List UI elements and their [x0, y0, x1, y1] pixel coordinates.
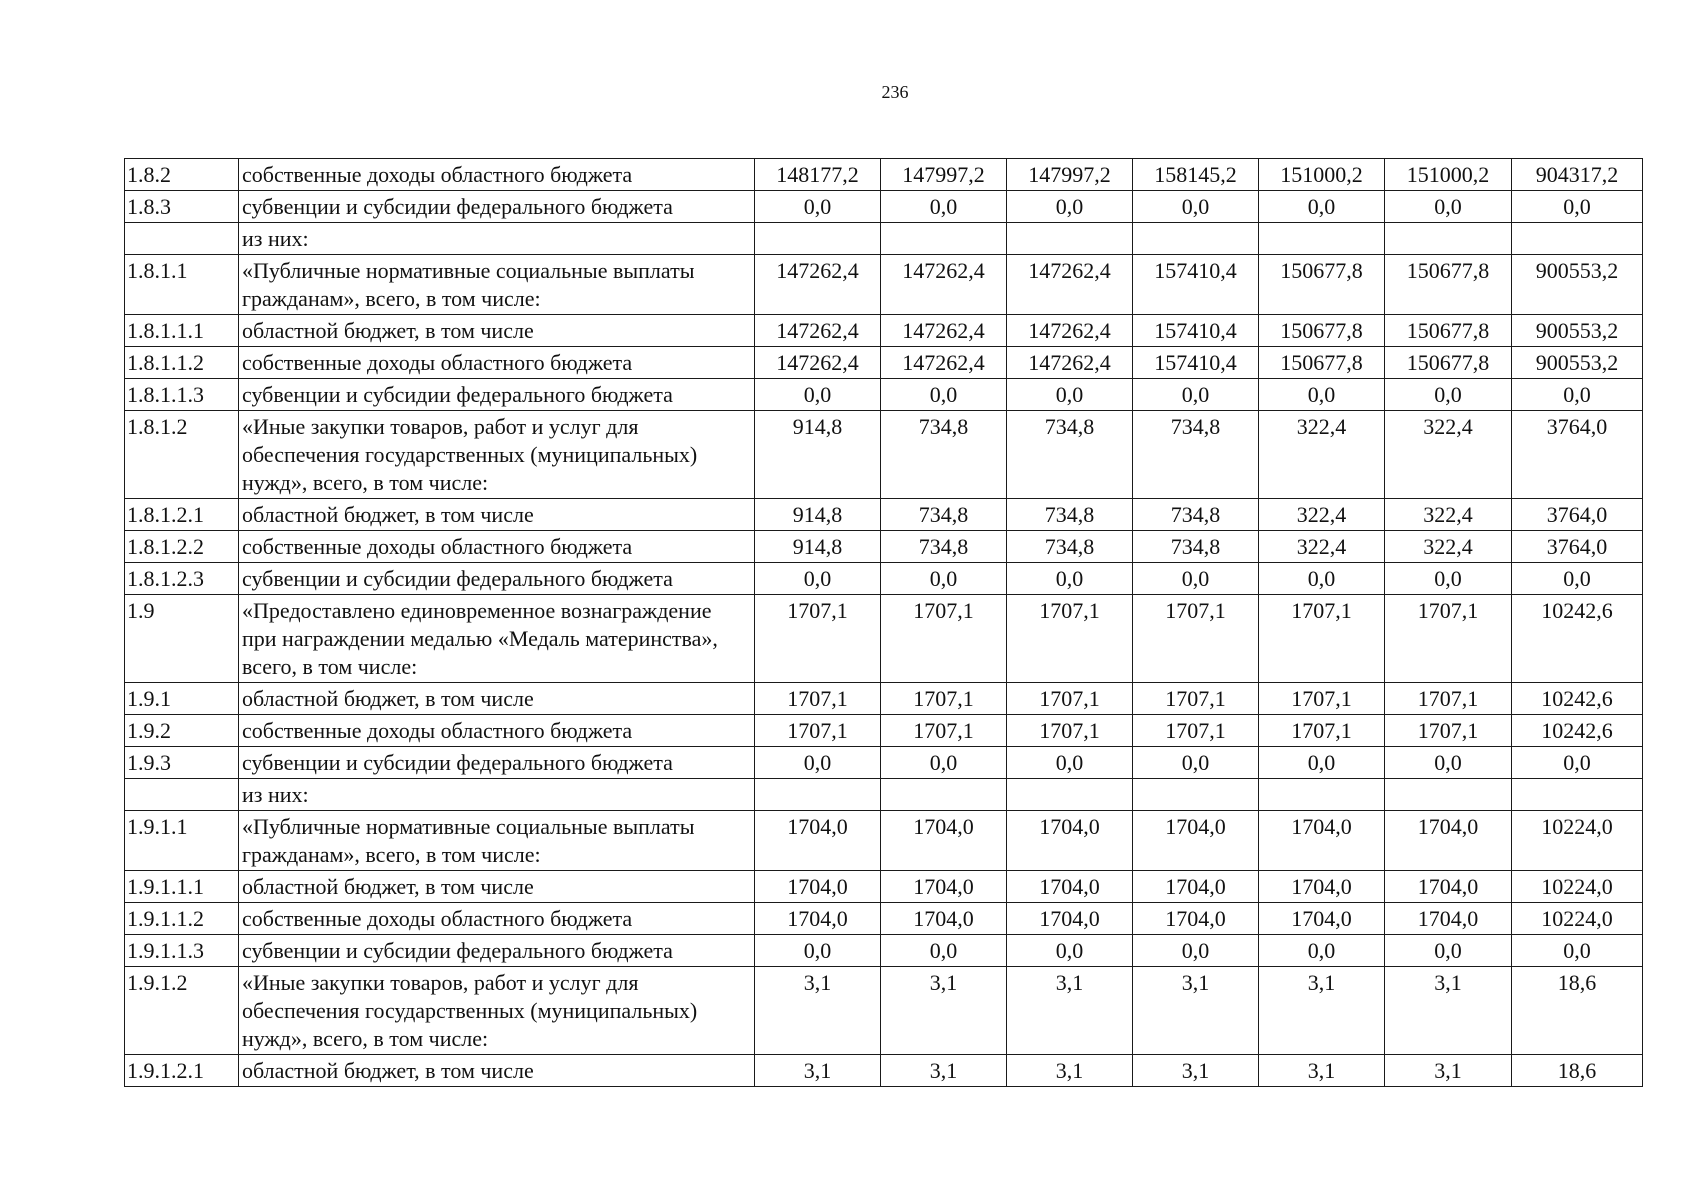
value-cell: 3,1	[1133, 1055, 1259, 1087]
value-cell: 147262,4	[1007, 347, 1133, 379]
value-cell: 1707,1	[1259, 595, 1385, 683]
row-code: 1.8.2	[125, 159, 239, 191]
row-name: из них:	[239, 779, 755, 811]
row-name: областной бюджет, в том числе	[239, 871, 755, 903]
value-cell: 1707,1	[1385, 715, 1512, 747]
value-cell: 0,0	[881, 563, 1007, 595]
value-cell: 0,0	[755, 935, 881, 967]
value-cell: 1704,0	[1385, 811, 1512, 871]
value-cell: 18,6	[1512, 1055, 1643, 1087]
value-cell: 0,0	[1007, 935, 1133, 967]
row-name: «Предоставлено единовременное вознаграждение при награждении медалью «Медаль материнства», всего, в том числе:	[239, 595, 755, 683]
row-code: 1.8.1.1	[125, 255, 239, 315]
value-cell: 900553,2	[1512, 315, 1643, 347]
value-cell: 1704,0	[881, 811, 1007, 871]
row-code	[125, 223, 239, 255]
value-cell: 0,0	[1259, 935, 1385, 967]
row-name: «Иные закупки товаров, работ и услуг для обеспечения государственных (муниципальных) нужд», всего, в том числе:	[239, 411, 755, 499]
value-cell: 0,0	[1512, 935, 1643, 967]
value-cell	[1133, 223, 1259, 255]
table-row	[125, 779, 1643, 811]
value-cell: 147262,4	[1007, 315, 1133, 347]
row-name: областной бюджет, в том числе	[239, 683, 755, 715]
row-name: собственные доходы областного бюджета	[239, 715, 755, 747]
value-cell: 734,8	[1007, 499, 1133, 531]
value-cell: 734,8	[1133, 499, 1259, 531]
row-code: 1.8.1.1.2	[125, 347, 239, 379]
value-cell: 0,0	[1385, 747, 1512, 779]
value-cell: 0,0	[755, 191, 881, 223]
table-row	[125, 595, 1643, 683]
value-cell: 1707,1	[1385, 595, 1512, 683]
value-cell: 734,8	[881, 411, 1007, 499]
value-cell: 1704,0	[755, 871, 881, 903]
row-code: 1.9.1.1.3	[125, 935, 239, 967]
value-cell: 734,8	[881, 531, 1007, 563]
value-cell: 3764,0	[1512, 411, 1643, 499]
value-cell	[1385, 223, 1512, 255]
value-cell: 734,8	[1133, 411, 1259, 499]
value-cell: 1707,1	[881, 595, 1007, 683]
value-cell: 904317,2	[1512, 159, 1643, 191]
table-row	[125, 811, 1643, 871]
table-row	[125, 715, 1643, 747]
value-cell: 0,0	[755, 747, 881, 779]
value-cell: 914,8	[755, 411, 881, 499]
table-row	[125, 967, 1643, 1055]
value-cell: 0,0	[1512, 563, 1643, 595]
row-name: «Иные закупки товаров, работ и услуг для обеспечения государственных (муниципальных) нужд», всего, в том числе:	[239, 967, 755, 1055]
value-cell: 3,1	[1007, 1055, 1133, 1087]
value-cell: 0,0	[1259, 379, 1385, 411]
value-cell: 0,0	[1007, 379, 1133, 411]
value-cell: 1704,0	[1133, 871, 1259, 903]
table-row	[125, 563, 1643, 595]
value-cell: 1704,0	[1259, 903, 1385, 935]
value-cell: 150677,8	[1385, 347, 1512, 379]
value-cell: 3,1	[755, 967, 881, 1055]
value-cell: 1704,0	[1133, 903, 1259, 935]
value-cell: 1707,1	[1007, 595, 1133, 683]
row-code: 1.9.1.1.2	[125, 903, 239, 935]
value-cell: 1707,1	[755, 715, 881, 747]
value-cell: 1704,0	[881, 903, 1007, 935]
table-row	[125, 347, 1643, 379]
row-name: собственные доходы областного бюджета	[239, 159, 755, 191]
value-cell: 1704,0	[1385, 871, 1512, 903]
row-code: 1.9.3	[125, 747, 239, 779]
value-cell: 900553,2	[1512, 255, 1643, 315]
value-cell: 147997,2	[881, 159, 1007, 191]
table-row	[125, 871, 1643, 903]
row-name: областной бюджет, в том числе	[239, 1055, 755, 1087]
value-cell: 0,0	[1512, 191, 1643, 223]
value-cell: 10224,0	[1512, 811, 1643, 871]
value-cell: 151000,2	[1385, 159, 1512, 191]
table-row	[125, 531, 1643, 563]
value-cell: 3,1	[1259, 1055, 1385, 1087]
value-cell: 0,0	[1133, 747, 1259, 779]
row-code: 1.8.1.1.1	[125, 315, 239, 347]
value-cell: 1704,0	[755, 811, 881, 871]
value-cell: 147262,4	[881, 315, 1007, 347]
value-cell: 0,0	[1259, 747, 1385, 779]
row-name: из них:	[239, 223, 755, 255]
row-code: 1.9.1.1.1	[125, 871, 239, 903]
value-cell: 147262,4	[881, 347, 1007, 379]
value-cell: 1704,0	[1259, 871, 1385, 903]
value-cell: 1704,0	[1007, 903, 1133, 935]
value-cell: 0,0	[1385, 563, 1512, 595]
value-cell: 3,1	[881, 967, 1007, 1055]
value-cell: 147262,4	[881, 255, 1007, 315]
row-code: 1.9.1	[125, 683, 239, 715]
value-cell	[755, 779, 881, 811]
value-cell: 0,0	[1133, 191, 1259, 223]
value-cell	[755, 223, 881, 255]
value-cell: 10242,6	[1512, 683, 1643, 715]
value-cell: 1707,1	[881, 715, 1007, 747]
row-code: 1.9.1.2	[125, 967, 239, 1055]
value-cell: 322,4	[1259, 531, 1385, 563]
row-code	[125, 779, 239, 811]
row-code: 1.9.1.2.1	[125, 1055, 239, 1087]
table-row	[125, 379, 1643, 411]
value-cell: 1707,1	[755, 595, 881, 683]
value-cell: 0,0	[881, 191, 1007, 223]
value-cell: 3,1	[881, 1055, 1007, 1087]
row-name: субвенции и субсидии федерального бюджета	[239, 379, 755, 411]
value-cell: 1704,0	[755, 903, 881, 935]
value-cell: 0,0	[1512, 747, 1643, 779]
value-cell: 150677,8	[1385, 255, 1512, 315]
value-cell	[1385, 779, 1512, 811]
value-cell: 157410,4	[1133, 255, 1259, 315]
value-cell: 1707,1	[881, 683, 1007, 715]
value-cell: 1707,1	[1259, 683, 1385, 715]
value-cell: 147262,4	[1007, 255, 1133, 315]
page-number: 236	[881, 82, 909, 102]
row-code: 1.9	[125, 595, 239, 683]
value-cell: 1707,1	[1007, 715, 1133, 747]
value-cell: 0,0	[755, 563, 881, 595]
value-cell: 147262,4	[755, 347, 881, 379]
value-cell: 1704,0	[1259, 811, 1385, 871]
value-cell: 0,0	[1512, 379, 1643, 411]
value-cell: 900553,2	[1512, 347, 1643, 379]
value-cell: 10224,0	[1512, 871, 1643, 903]
value-cell: 1707,1	[755, 683, 881, 715]
budget-table	[124, 158, 1643, 1087]
value-cell: 3,1	[1007, 967, 1133, 1055]
value-cell: 150677,8	[1385, 315, 1512, 347]
value-cell: 3,1	[1133, 967, 1259, 1055]
row-code: 1.8.1.2.2	[125, 531, 239, 563]
value-cell: 10242,6	[1512, 595, 1643, 683]
value-cell: 0,0	[1259, 563, 1385, 595]
table-row	[125, 747, 1643, 779]
value-cell: 734,8	[881, 499, 1007, 531]
row-name: областной бюджет, в том числе	[239, 315, 755, 347]
value-cell: 3764,0	[1512, 499, 1643, 531]
row-name: субвенции и субсидии федерального бюджета	[239, 563, 755, 595]
value-cell: 10224,0	[1512, 903, 1643, 935]
value-cell: 1707,1	[1133, 715, 1259, 747]
row-code: 1.8.1.2.3	[125, 563, 239, 595]
value-cell	[881, 779, 1007, 811]
value-cell: 0,0	[1007, 563, 1133, 595]
value-cell: 1707,1	[1259, 715, 1385, 747]
row-name: собственные доходы областного бюджета	[239, 903, 755, 935]
value-cell: 914,8	[755, 499, 881, 531]
value-cell: 322,4	[1259, 499, 1385, 531]
value-cell: 914,8	[755, 531, 881, 563]
value-cell	[1512, 779, 1643, 811]
value-cell: 150677,8	[1259, 347, 1385, 379]
table-row	[125, 1055, 1643, 1087]
value-cell: 0,0	[1385, 379, 1512, 411]
value-cell: 0,0	[1007, 191, 1133, 223]
row-name: собственные доходы областного бюджета	[239, 347, 755, 379]
value-cell: 322,4	[1385, 531, 1512, 563]
row-name: областной бюджет, в том числе	[239, 499, 755, 531]
table-row	[125, 159, 1643, 191]
value-cell: 0,0	[1133, 563, 1259, 595]
table-row	[125, 935, 1643, 967]
value-cell: 1707,1	[1133, 683, 1259, 715]
value-cell: 151000,2	[1259, 159, 1385, 191]
value-cell	[1259, 779, 1385, 811]
value-cell: 3764,0	[1512, 531, 1643, 563]
value-cell: 3,1	[755, 1055, 881, 1087]
row-name: субвенции и субсидии федерального бюджета	[239, 747, 755, 779]
value-cell: 157410,4	[1133, 315, 1259, 347]
row-name: «Публичные нормативные социальные выплаты гражданам», всего, в том числе:	[239, 811, 755, 871]
value-cell: 0,0	[1385, 191, 1512, 223]
value-cell: 322,4	[1259, 411, 1385, 499]
value-cell: 10242,6	[1512, 715, 1643, 747]
row-name: субвенции и субсидии федерального бюджета	[239, 191, 755, 223]
value-cell: 734,8	[1007, 531, 1133, 563]
value-cell: 147262,4	[755, 315, 881, 347]
row-code: 1.8.1.2.1	[125, 499, 239, 531]
table-row	[125, 255, 1643, 315]
value-cell: 157410,4	[1133, 347, 1259, 379]
table-row	[125, 499, 1643, 531]
value-cell: 1707,1	[1007, 683, 1133, 715]
value-cell: 158145,2	[1133, 159, 1259, 191]
value-cell	[1007, 779, 1133, 811]
value-cell: 0,0	[755, 379, 881, 411]
value-cell: 0,0	[881, 379, 1007, 411]
row-code: 1.8.3	[125, 191, 239, 223]
table-row	[125, 903, 1643, 935]
value-cell: 1707,1	[1385, 683, 1512, 715]
value-cell: 0,0	[1133, 379, 1259, 411]
value-cell: 3,1	[1385, 1055, 1512, 1087]
table-row	[125, 191, 1643, 223]
row-code: 1.9.1.1	[125, 811, 239, 871]
table-body	[125, 159, 1643, 1087]
value-cell: 3,1	[1385, 967, 1512, 1055]
value-cell: 18,6	[1512, 967, 1643, 1055]
value-cell: 322,4	[1385, 499, 1512, 531]
value-cell: 3,1	[1259, 967, 1385, 1055]
value-cell: 150677,8	[1259, 315, 1385, 347]
value-cell: 1704,0	[881, 871, 1007, 903]
value-cell	[1133, 779, 1259, 811]
value-cell	[1512, 223, 1643, 255]
value-cell: 0,0	[1007, 747, 1133, 779]
row-name: «Публичные нормативные социальные выплаты гражданам», всего, в том числе:	[239, 255, 755, 315]
value-cell: 147262,4	[755, 255, 881, 315]
row-code: 1.8.1.2	[125, 411, 239, 499]
value-cell: 147997,2	[1007, 159, 1133, 191]
value-cell: 0,0	[881, 935, 1007, 967]
value-cell: 1704,0	[1007, 871, 1133, 903]
value-cell: 0,0	[1385, 935, 1512, 967]
value-cell: 1707,1	[1133, 595, 1259, 683]
value-cell: 322,4	[1385, 411, 1512, 499]
value-cell: 734,8	[1007, 411, 1133, 499]
value-cell: 1704,0	[1385, 903, 1512, 935]
value-cell: 0,0	[1133, 935, 1259, 967]
value-cell: 1704,0	[1007, 811, 1133, 871]
row-name: субвенции и субсидии федерального бюджета	[239, 935, 755, 967]
row-code: 1.8.1.1.3	[125, 379, 239, 411]
value-cell: 0,0	[1259, 191, 1385, 223]
value-cell: 0,0	[881, 747, 1007, 779]
table-row	[125, 683, 1643, 715]
value-cell: 148177,2	[755, 159, 881, 191]
value-cell: 734,8	[1133, 531, 1259, 563]
table-row	[125, 223, 1643, 255]
row-name: собственные доходы областного бюджета	[239, 531, 755, 563]
value-cell	[1259, 223, 1385, 255]
value-cell: 1704,0	[1133, 811, 1259, 871]
row-code: 1.9.2	[125, 715, 239, 747]
table-row	[125, 315, 1643, 347]
value-cell: 150677,8	[1259, 255, 1385, 315]
value-cell	[881, 223, 1007, 255]
value-cell	[1007, 223, 1133, 255]
table-row	[125, 411, 1643, 499]
